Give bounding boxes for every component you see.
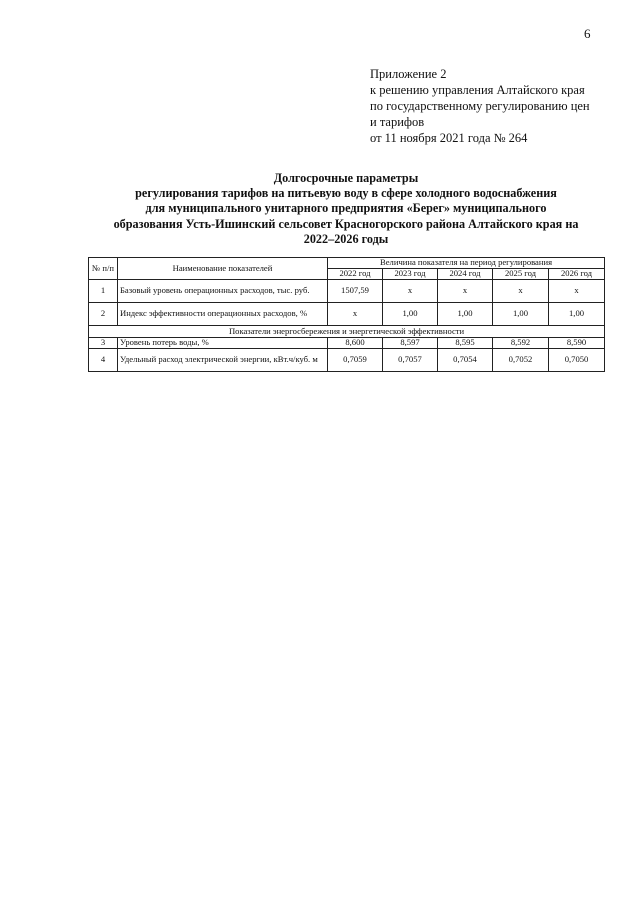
row-value: 0,7059 (328, 349, 383, 372)
row-name: Уровень потерь воды, % (118, 338, 328, 349)
row-value: 1,00 (493, 303, 549, 326)
row-value: 0,7054 (438, 349, 493, 372)
header-year: 2024 год (438, 269, 493, 280)
annex-block (370, 66, 632, 146)
row-value: х (549, 280, 605, 303)
row-name: Удельный расход электрической энергии, кВт.ч/куб. м (118, 349, 328, 372)
row-value: 0,7057 (383, 349, 438, 372)
annex-line: и тарифов (370, 115, 425, 129)
annex-line: от 11 ноября 2021 года № 264 (370, 131, 528, 145)
header-year: 2023 год (383, 269, 438, 280)
table-row (89, 303, 605, 326)
document-title (86, 171, 606, 247)
page-number: 6 (584, 26, 591, 41)
row-value: 8,600 (328, 338, 383, 349)
table-row (89, 349, 605, 372)
row-value: 8,590 (549, 338, 605, 349)
table-row (89, 338, 605, 349)
header-year: 2025 год (493, 269, 549, 280)
row-value: 1507,59 (328, 280, 383, 303)
section-heading: Показатели энергосбережения и энергетической эффективности (89, 326, 605, 338)
row-value: 1,00 (383, 303, 438, 326)
row-value: 8,595 (438, 338, 493, 349)
annex-line: к решению управления Алтайского края (370, 83, 585, 97)
title-line: Долгосрочные параметры (273, 171, 419, 185)
row-value: 1,00 (438, 303, 493, 326)
row-num: 2 (89, 303, 118, 326)
row-value: 0,7050 (549, 349, 605, 372)
header-period: Величина показателя на период регулирования (328, 258, 605, 269)
table-row (89, 280, 605, 303)
row-num: 1 (89, 280, 118, 303)
row-value: 1,00 (549, 303, 605, 326)
section-row (89, 326, 605, 338)
annex-line: Приложение 2 (370, 67, 447, 81)
row-num: 3 (89, 338, 118, 349)
title-line: образования Усть-Ишинский сельсовет Красногорского района Алтайского края на (113, 216, 579, 231)
row-value: х (438, 280, 493, 303)
title-line: для муниципального унитарного предприятия «Берег» муниципального (145, 201, 547, 216)
row-value: х (328, 303, 383, 326)
parameters-table (88, 257, 605, 372)
row-value: х (493, 280, 549, 303)
row-value: 8,597 (383, 338, 438, 349)
header-name: Наименование показателей (118, 258, 328, 280)
title-line: 2022–2026 годы (303, 231, 389, 246)
row-value: 0,7052 (493, 349, 549, 372)
row-name: Индекс эффективности операционных расходов, % (118, 303, 328, 326)
row-name: Базовый уровень операционных расходов, тыс. руб. (118, 280, 328, 303)
header-year: 2022 год (328, 269, 383, 280)
title-line: регулирования тарифов на питьевую воду в сфере холодного водоснабжения (135, 186, 557, 201)
header-year: 2026 год (549, 269, 605, 280)
header-num: № п/п (89, 258, 118, 280)
row-num: 4 (89, 349, 118, 372)
row-value: х (383, 280, 438, 303)
row-value: 8,592 (493, 338, 549, 349)
annex-line: по государственному регулированию цен (370, 99, 590, 113)
